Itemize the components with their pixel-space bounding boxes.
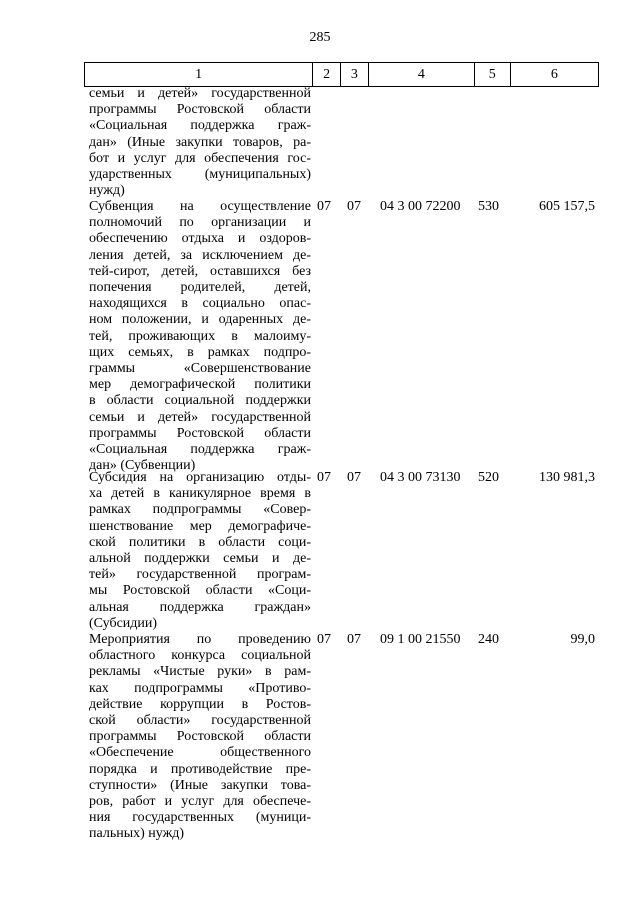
description-line: ления детей, за исключением де- bbox=[89, 247, 311, 263]
row-description bbox=[89, 470, 311, 632]
subsection-code: 07 bbox=[347, 632, 361, 647]
description-line: альная поддержка граждан» bbox=[89, 599, 311, 615]
row-description bbox=[89, 199, 311, 474]
description-line: обеспечению отдыха и оздоров- bbox=[89, 231, 311, 247]
column-header-5: 5 bbox=[474, 63, 510, 86]
description-line: мы Ростовской области «Соци- bbox=[89, 583, 311, 599]
table-header bbox=[84, 62, 599, 87]
description-line: порядка и противодействие пре- bbox=[89, 761, 311, 777]
target-article-code: 09 1 00 21550 bbox=[380, 632, 461, 647]
description-line: шенствование мер демографиче- bbox=[89, 518, 311, 534]
description-line: тей» государственной програм- bbox=[89, 567, 311, 583]
page-number: 285 bbox=[309, 30, 331, 45]
amount: 130 981,3 bbox=[539, 470, 595, 485]
description-line: в области социальной поддержки bbox=[89, 393, 311, 409]
target-article-code: 04 3 00 73130 bbox=[380, 470, 461, 485]
column-header-6: 6 bbox=[510, 63, 599, 86]
description-line: ступности» (Иные закупки това- bbox=[89, 777, 311, 793]
description-line: рамках подпрограммы «Совер- bbox=[89, 502, 311, 518]
description-line: попечения родителей, детей, bbox=[89, 280, 311, 296]
description-line: ударственных (муниципальных) bbox=[89, 167, 311, 183]
description-line: рекламы «Чистые руки» в рам- bbox=[89, 664, 311, 680]
subsection-code: 07 bbox=[347, 199, 361, 214]
description-line: ха детей в каникулярное время в bbox=[89, 486, 311, 502]
section-code: 07 bbox=[317, 632, 331, 647]
description-line: граммы «Совершенствование bbox=[89, 361, 311, 377]
section-code: 07 bbox=[317, 470, 331, 485]
description-line: «Обеспечение общественного bbox=[89, 745, 311, 761]
expense-type-code: 520 bbox=[478, 470, 499, 485]
description-line: «Социальная поддержка граж- bbox=[89, 118, 311, 134]
description-line: полномочий по организации и bbox=[89, 215, 311, 231]
description-line: дан» (Иные закупки товаров, ра- bbox=[89, 134, 311, 150]
description-line: находящихся в социально опас- bbox=[89, 296, 311, 312]
description-line: ской политики в области соци- bbox=[89, 534, 311, 550]
description-line: областного конкурса социальной bbox=[89, 648, 311, 664]
column-header-4: 4 bbox=[368, 63, 474, 86]
description-line: пальных) нужд) bbox=[89, 826, 185, 842]
section-code: 07 bbox=[317, 199, 331, 214]
description-line: (Субсидии) bbox=[89, 615, 158, 631]
description-line: Субвенция на осуществление bbox=[89, 199, 311, 214]
description-line: альной поддержки семьи и де- bbox=[89, 551, 311, 567]
description-line: мер демографической политики bbox=[89, 377, 311, 393]
description-line: тей-сирот, детей, оставшихся без bbox=[89, 263, 311, 279]
row-description bbox=[89, 632, 311, 843]
description-line: бот и услуг для обеспечения гос- bbox=[89, 150, 311, 166]
column-header-2: 2 bbox=[312, 63, 340, 86]
description-line: «Социальная поддержка граж- bbox=[89, 442, 311, 458]
subsection-code: 07 bbox=[347, 470, 361, 485]
description-line: ках подпрограммы «Противо- bbox=[89, 680, 311, 696]
description-line: программы Ростовской области bbox=[89, 729, 311, 745]
description-line: дан» (Субвенции) bbox=[89, 458, 196, 474]
description-line: семьи и детей» государственной bbox=[89, 86, 311, 101]
expense-type-code: 240 bbox=[478, 632, 499, 647]
description-line: ния государственных (муници- bbox=[89, 810, 311, 826]
description-line: тей, проживающих в малоиму- bbox=[89, 328, 311, 344]
description-line: ном положении, и одаренных де- bbox=[89, 312, 311, 328]
description-line: семьи и детей» государственной bbox=[89, 409, 311, 425]
amount: 99,0 bbox=[570, 632, 595, 647]
column-header-1: 1 bbox=[84, 63, 312, 86]
target-article-code: 04 3 00 72200 bbox=[380, 199, 461, 214]
description-line: Субсидия на организацию отды- bbox=[89, 470, 311, 485]
description-line: действие коррупции в Ростов- bbox=[89, 696, 311, 712]
row-description bbox=[89, 86, 311, 199]
description-line: ской области» государственной bbox=[89, 713, 311, 729]
column-header-3: 3 bbox=[340, 63, 368, 86]
description-line: нужд) bbox=[89, 183, 125, 199]
expense-type-code: 530 bbox=[478, 199, 499, 214]
description-line: программы Ростовской области bbox=[89, 425, 311, 441]
description-line: ров, работ и услуг для обеспече- bbox=[89, 794, 311, 810]
description-line: щих семьях, в рамках подпро- bbox=[89, 344, 311, 360]
amount: 605 157,5 bbox=[539, 199, 595, 214]
description-line: программы Ростовской области bbox=[89, 102, 311, 118]
description-line: Мероприятия по проведению bbox=[89, 632, 311, 647]
